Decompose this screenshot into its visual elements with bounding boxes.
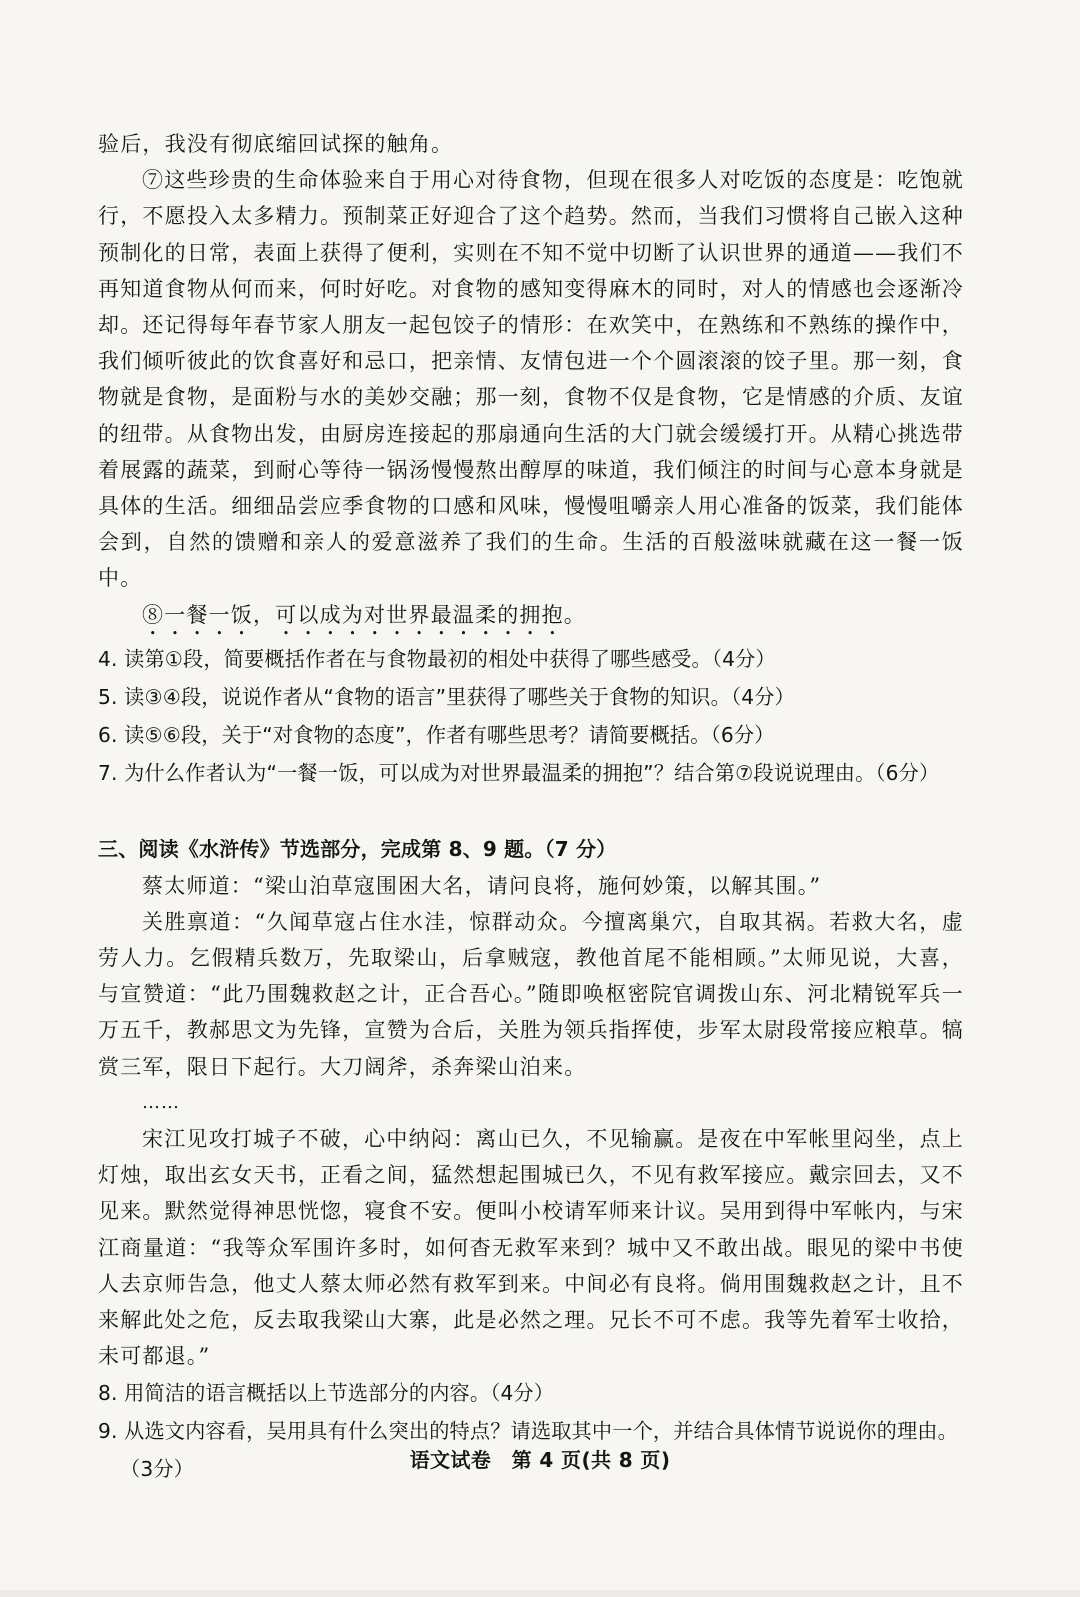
question-4: 4. 读第①段，简要概括作者在与食物最初的相处中获得了哪些感受。（4分） — [98, 646, 776, 671]
exam-page — [98, 126, 964, 1566]
question-5: 5. 读③④段，说说作者从“食物的语言”里获得了哪些关于食物的知识。（4分） — [98, 684, 795, 709]
section-3-paragraph-3: 宋江见攻打城子不破，心中纳闷：离山已久，不见输赢。是夜在中军帐里闷坐，点上灯烛，取出玄女天书，正看之间，猛然想起围城已久，不见有救军接应。戴宗回去，又不见来。默然觉得神思恍惚，寝食不安。便叫小校请军师来计议。吴用到得中军帐内，与宋江商量道：“我等众军围许多时，如何杳无救军来到？城中又不敢出战。眼见的梁中书使人去京师告急，他丈人蔡太师必然有救军到来。中间必有良将。倘用围魏救赵之计，且不来解此处之危，反去取我梁山大寨，此是必然之理。兄长不可不虑。我等先着军士收拾，未可都退。” — [98, 1127, 964, 1369]
section-3-paragraph-2: 关胜禀道：“久闻草寇占住水洼，惊群动众。今擅离巢穴，自取其祸。若救大名，虚劳人力。乞假精兵数万，先取梁山，后拿贼寇，教他首尾不能相顾。”太师见说，大喜，与宣赞道：“此乃围魏救赵之计，正合吾心。”随即唤枢密院官调拨山东、河北精锐军兵一万五千，教郝思文为先锋，宣赞为合后，关胜为领兵指挥使，步军太尉段常接应粮草。犒赏三军，限日下起行。大刀阔斧，杀奔梁山泊来。 — [98, 909, 964, 1079]
page-bottom-shadow — [0, 1590, 1080, 1597]
passage-paragraph-6-end: 验后，我没有彻底缩回试探的触角。 — [98, 132, 454, 156]
page-footer: 语文试卷 第 4 页(共 8 页) — [409, 1448, 671, 1472]
question-7: 7. 为什么作者认为“一餐一饭，可以成为对世界最温柔的拥抱”？结合第⑦段说说理由。（6分） — [98, 760, 940, 785]
section-3-ellipsis: …… — [142, 1091, 180, 1113]
section-3-paragraph-1: 蔡太师道：“梁山泊草寇围困大名，请问良将，施何妙策，以解其围。” — [142, 873, 822, 898]
section-3-title: 三、阅读《水浒传》节选部分，完成第 8、9 题。（7 分） — [98, 836, 617, 861]
question-8: 8. 用简洁的语言概括以上节选部分的内容。（4分） — [98, 1381, 555, 1406]
passage-paragraph-8: ⑧一餐一饭，可以成为对世界最温柔的拥抱。 — [142, 602, 586, 627]
passage-paragraph-7: ⑦这些珍贵的生命体验来自于用心对待食物，但现在很多人对吃饭的态度是：吃饱就行，不愿投入太多精力。预制菜正好迎合了这个趋势。然而，当我们习惯将自己嵌入这种预制化的日常，表面上获得了便利，实则在不知不觉中切断了认识世界的通道——我们不再知道食物从何而来，何时好吃。对食物的感知变得麻木的同时，对人的情感也会逐渐冷却。还记得每年春节家人朋友一起包饺子的情形：在欢笑中，在熟练和不熟练的操作中，我们倾听彼此的饮食喜好和忌口，把亲情、友情包进一个个圆滚滚的饺子里。那一刻，食物就是食物，是面粉与水的美妙交融；那一刻，食物不仅是食物，它是情感的介质、友谊的纽带。从食物出发，由厨房连接起的那扇通向生活的大门就会缓缓打开。从精心挑选带着展露的蔬菜，到耐心等待一锅汤慢慢熬出醇厚的味道，我们倾注的时间与心意本身就是具体的生活。细细品尝应季食物的口感和风味，慢慢咀嚼亲人用心准备的饭菜，我们能体会到，自然的馈赠和亲人的爱意滋养了我们的生命。生活的百般滋味就藏在这一餐一饭中。 — [98, 168, 964, 591]
question-9: 9. 从选文内容看，吴用具有什么突出的特点？请选取其中一个，并结合具体情节说说你的理由。（3分） — [98, 1419, 958, 1482]
question-6: 6. 读⑤⑥段，关于“对食物的态度”，作者有哪些思考？请简要概括。（6分） — [98, 722, 775, 747]
